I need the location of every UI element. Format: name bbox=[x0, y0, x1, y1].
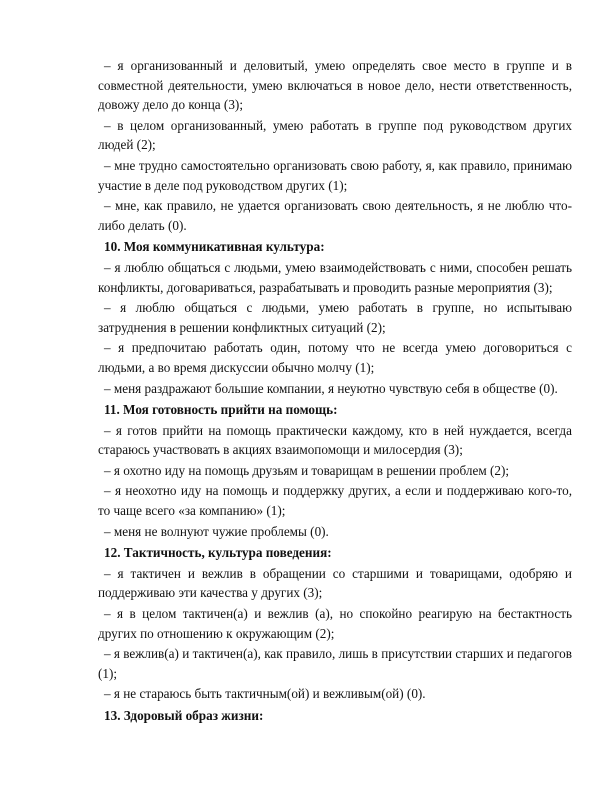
list-item: – меня не волнуют чужие проблемы (0). bbox=[104, 523, 329, 539]
list-item: – я неохотно иду на помощь и поддержку других, а если и поддерживаю кого-то, то чаще всего «за компанию» (1); bbox=[98, 483, 572, 519]
section-heading: 10. Моя коммуникативная культура: bbox=[104, 239, 325, 255]
list-item: – я не стараюсь быть тактичным(ой) и вежливым(ой) (0). bbox=[104, 686, 426, 702]
section-heading: 11. Моя готовность прийти на помощь: bbox=[104, 402, 338, 418]
list-item: – в целом организованный, умею работать в группе под руководством других людей (2); bbox=[98, 117, 572, 153]
list-item: – меня раздражают большие компании, я неуютно чувствую себя в обществе (0). bbox=[104, 380, 558, 396]
section-heading: 13. Здоровый образ жизни: bbox=[104, 708, 264, 723]
list-item: – я организованный и деловитый, умею определять свое место в группе и в совместной деятельности, умею включаться в новое дело, нести ответственность, довожу дело до конца (3); bbox=[98, 58, 572, 113]
list-item: – я в целом тактичен(а) и вежлив (а), но спокойно реагирую на бестактность других по отношению к окружающим (2); bbox=[98, 606, 572, 641]
list-item: – я охотно иду на помощь друзьям и товарищам в решении проблем (2); bbox=[104, 462, 509, 478]
list-item: – я люблю общаться с людьми, умею работать в группе, но испытываю затруднения в решении конфликтных ситуаций (2); bbox=[98, 300, 572, 335]
list-item: – я готов прийти на помощь практически каждому, кто в ней нуждается, всегда стараюсь участвовать в акциях взаимопомощи и милосердия (3); bbox=[98, 422, 572, 458]
list-item: – мне трудно самостоятельно организовать свою работу, я, как правило, принимаю участие в деле под руководством других (1); bbox=[98, 157, 572, 193]
list-item: – я предпочитаю работать один, потому что не всегда умею договориться с людьми, а во время дискуссии обычно молчу (1); bbox=[98, 340, 572, 375]
section-heading: 12. Тактичность, культура поведения: bbox=[104, 545, 332, 561]
list-item: – мне, как правило, не удается организовать свою деятельность, я не люблю что-либо делать (0). bbox=[98, 198, 572, 233]
list-item: – я вежлив(а) и тактичен(а), как правило, лишь в присутствии старших и педагогов (1); bbox=[98, 646, 572, 681]
list-item: – я люблю общаться с людьми, умею взаимодействовать с ними, способен решать конфликты, договариваться, разрабатывать и проводить разные мероприятия (3); bbox=[98, 259, 572, 295]
list-item: – я тактичен и вежлив в обращении со старшими и товарищами, одобряю и поддерживаю эти качества у других (3); bbox=[98, 565, 572, 601]
